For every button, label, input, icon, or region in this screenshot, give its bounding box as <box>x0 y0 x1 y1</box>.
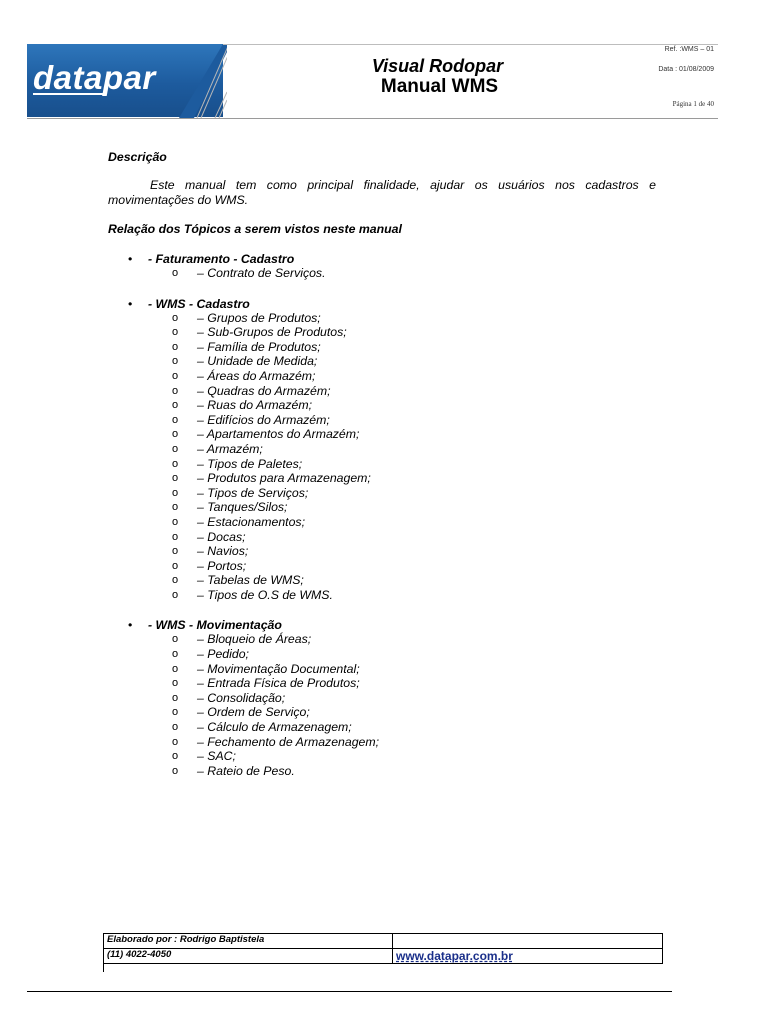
circle-bullet-icon: o <box>172 662 179 675</box>
list-item: o – Fechamento de Armazenagem; <box>172 734 380 749</box>
bullet-icon: • <box>128 296 133 311</box>
list-item: o – Ordem de Serviço; <box>172 705 310 720</box>
list-item: o – Áreas do Armazém; <box>172 368 316 383</box>
header-page-number: Página 1 de 40 <box>672 100 714 108</box>
bullet-icon: • <box>128 252 133 266</box>
topic-group-wms-movimentacao <box>108 618 656 778</box>
list-item: o – Família de Produtos; <box>172 339 321 354</box>
logo-text-data: data <box>33 59 103 96</box>
circle-bullet-icon: o <box>172 706 179 719</box>
circle-bullet-icon: o <box>172 750 179 763</box>
list-item: o – SAC; <box>172 749 236 764</box>
footer-divider <box>103 964 104 972</box>
list-item: o – Tipos de O.S de WMS. <box>172 587 333 602</box>
header-top-rule <box>223 44 718 45</box>
circle-bullet-icon: o <box>172 721 179 734</box>
list-item: o – Docas; <box>172 529 246 544</box>
list-item: o – Movimentação Documental; <box>172 661 360 676</box>
list-item: o – Consolidação; <box>172 690 286 705</box>
list-item: o – Apartamentos do Armazém; <box>172 427 360 442</box>
circle-bullet-icon: o <box>172 442 179 455</box>
circle-bullet-icon: o <box>172 515 179 528</box>
circle-bullet-icon: o <box>172 413 179 426</box>
table-row <box>104 949 663 964</box>
table-row <box>104 934 663 949</box>
list-item: o – Quadras do Armazém; <box>172 383 331 398</box>
list-item: o – Tanques/Silos; <box>172 500 288 515</box>
circle-bullet-icon: o <box>172 486 179 499</box>
list-item: o – Ruas do Armazém; <box>172 398 313 413</box>
list-item: o – Sub-Grupos de Produtos; <box>172 325 347 340</box>
circle-bullet-icon: o <box>172 648 179 661</box>
list-item: o – Grupos de Produtos; <box>172 310 321 325</box>
circle-bullet-icon: o <box>172 399 179 412</box>
footer-phone: (11) 4022-4050 <box>104 949 393 964</box>
list-item: o – Pedido; <box>172 647 249 662</box>
list-item: o – Rateio de Peso. <box>172 763 295 778</box>
topics-heading: Relação dos Tópicos a serem vistos neste manual <box>108 222 402 236</box>
circle-bullet-icon: o <box>172 559 179 572</box>
list-item: o – Tipos de Paletes; <box>172 456 303 471</box>
list-item: o – Entrada Física de Produtos; <box>172 676 360 691</box>
list-item: o – Produtos para Armazenagem; <box>172 471 371 486</box>
circle-bullet-icon: o <box>172 691 179 704</box>
topic-sub-list <box>108 311 656 603</box>
header-title-manual: Manual WMS <box>380 76 499 97</box>
header-title-product: Visual Rodopar <box>371 56 504 76</box>
description-heading: Descrição <box>108 150 167 164</box>
list-item: o – Portos; <box>172 558 247 573</box>
circle-bullet-icon: o <box>172 457 179 470</box>
list-item: o – Edifícios do Armazém; <box>172 412 330 427</box>
circle-bullet-icon: o <box>172 588 179 601</box>
list-item: o – Contrato de Serviços. <box>172 266 326 280</box>
circle-bullet-icon: o <box>172 677 179 690</box>
circle-bullet-icon: o <box>172 633 179 646</box>
topic-group-wms-cadastro <box>108 297 656 603</box>
circle-bullet-icon: o <box>172 530 179 543</box>
topic-group-title: • - WMS - Movimentação <box>128 618 282 633</box>
topic-group-title: • - WMS - Cadastro <box>128 296 250 311</box>
circle-bullet-icon: o <box>172 384 179 397</box>
header-date: Data : 01/08/2009 <box>658 66 714 73</box>
list-item: o – Armazém; <box>172 441 263 456</box>
document-body <box>108 150 656 778</box>
circle-bullet-icon: o <box>172 428 179 441</box>
logo-text-par: par <box>102 59 156 96</box>
website-link[interactable]: www.datapar.com.br <box>396 949 513 963</box>
footer-website-cell <box>393 949 663 964</box>
circle-bullet-icon: o <box>172 355 179 368</box>
topic-group-title: • - Faturamento - Cadastro <box>128 252 295 266</box>
footer-empty-cell <box>393 934 663 949</box>
list-item: o – Unidade de Medida; <box>172 354 318 369</box>
circle-bullet-icon: o <box>172 267 179 279</box>
list-item: o – Estacionamentos; <box>172 514 306 529</box>
topic-sub-list <box>108 632 656 778</box>
header-ref: Ref. :WMS – 01 <box>664 46 714 53</box>
logo-stripes-icon <box>177 44 227 118</box>
circle-bullet-icon: o <box>172 340 179 353</box>
topic-sub-list <box>108 266 656 281</box>
page-header <box>27 44 718 119</box>
circle-bullet-icon: o <box>172 326 179 339</box>
list-item: o – Tipos de Serviços; <box>172 485 309 500</box>
circle-bullet-icon: o <box>172 574 179 587</box>
description-text: Este manual tem como principal finalidade, ajudar os usuários nos cadastros e movimentações do WMS. <box>108 178 656 207</box>
bullet-icon: • <box>128 618 133 633</box>
circle-bullet-icon: o <box>172 369 179 382</box>
circle-bullet-icon: o <box>172 764 179 777</box>
circle-bullet-icon: o <box>172 472 179 485</box>
topic-group-faturamento <box>108 252 656 281</box>
list-item: o – Bloqueio de Áreas; <box>172 632 312 647</box>
page-bottom-rule <box>27 991 672 992</box>
list-item: o – Cálculo de Armazenagem; <box>172 720 352 735</box>
list-item: o – Tabelas de WMS; <box>172 573 304 588</box>
footer-author: Elaborado por : Rodrigo Baptistela <box>104 934 393 949</box>
circle-bullet-icon: o <box>172 311 179 324</box>
list-item: o – Navios; <box>172 544 249 559</box>
circle-bullet-icon: o <box>172 735 179 748</box>
footer-table <box>103 933 663 964</box>
circle-bullet-icon: o <box>172 545 179 558</box>
circle-bullet-icon: o <box>172 501 179 514</box>
